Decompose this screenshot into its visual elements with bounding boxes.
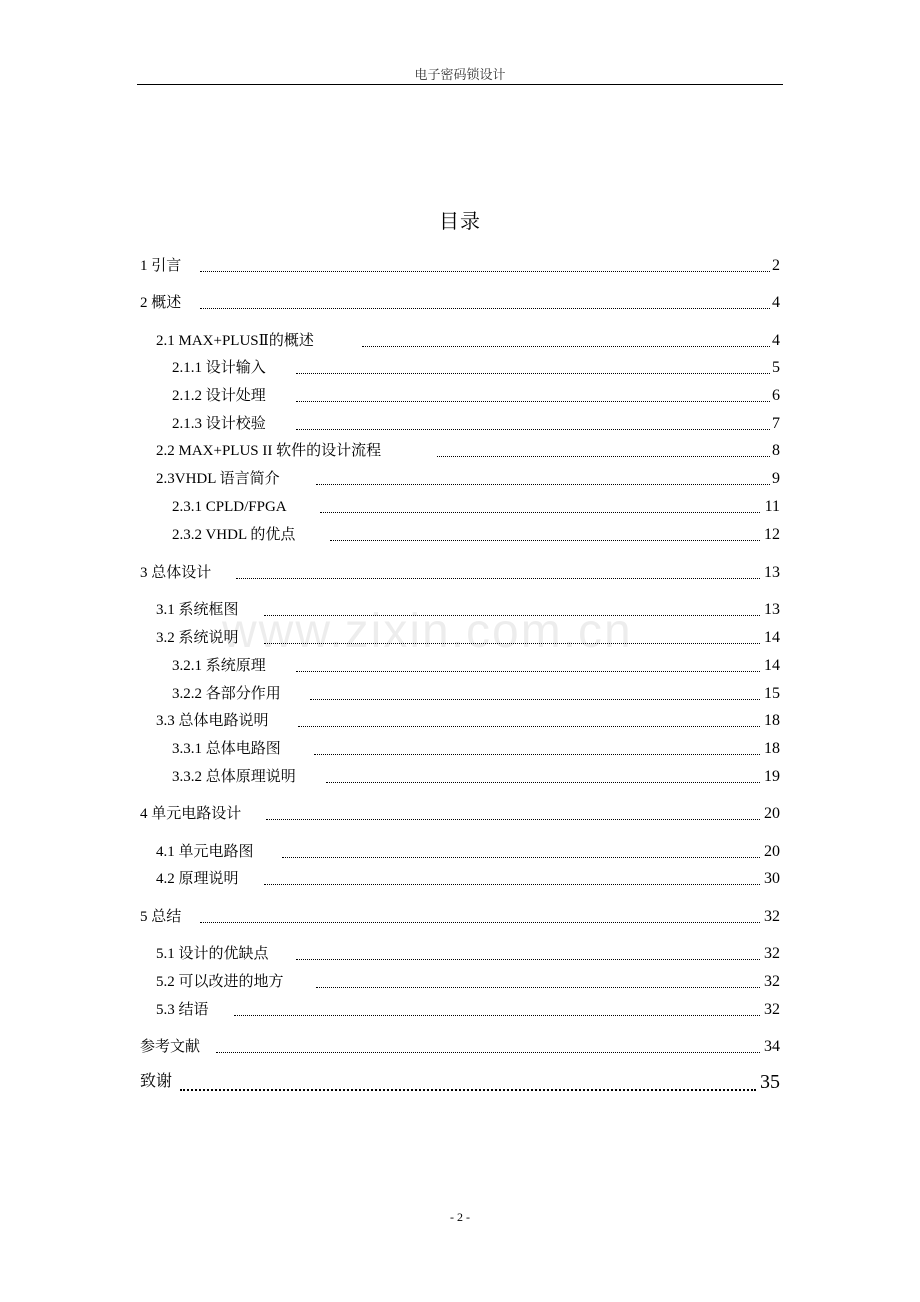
toc-entry-label: 4.2 原理说明	[156, 871, 239, 887]
toc-leader-dots	[200, 271, 770, 272]
toc-entry-page: 20	[764, 843, 780, 860]
toc-entry-label: 5.1 设计的优缺点	[156, 946, 269, 962]
toc-entry[interactable]	[0, 561, 920, 585]
toc-leader-dots	[316, 987, 760, 988]
toc-entry-label: 2.1.3 设计校验	[172, 416, 266, 432]
toc-entry-page: 34	[764, 1038, 780, 1055]
toc-entry[interactable]	[0, 942, 920, 966]
toc-entry[interactable]	[0, 905, 920, 929]
toc-entry[interactable]	[0, 709, 920, 733]
toc-entry-label: 2.1.2 设计处理	[172, 388, 266, 404]
toc-leader-dots	[216, 1052, 760, 1053]
toc-entry-page: 14	[764, 629, 780, 646]
page-number: - 2 -	[450, 1210, 470, 1224]
toc-entry[interactable]	[0, 654, 920, 678]
toc-entry[interactable]	[0, 254, 920, 278]
toc-entry-label: 2.2 MAX+PLUS II 软件的设计流程	[156, 443, 382, 459]
toc-entry-page: 32	[764, 973, 780, 990]
toc-entry-label: 3.3.1 总体电路图	[172, 741, 281, 757]
toc-leader-dots	[298, 726, 760, 727]
toc-entry-label: 致谢	[140, 1073, 173, 1090]
toc-entry[interactable]	[0, 439, 920, 463]
toc-leader-dots	[264, 643, 760, 644]
page-header-title: 电子密码锁设计	[414, 68, 506, 83]
toc-entry-label: 2 概述	[140, 295, 182, 311]
toc-leader-dots	[264, 884, 760, 885]
toc-entry-page: 6	[772, 387, 780, 404]
toc-entry-page: 11	[764, 498, 780, 515]
toc-entry[interactable]	[0, 998, 920, 1022]
toc-leader-dots	[266, 819, 760, 820]
toc-entry[interactable]	[0, 737, 920, 761]
toc-entry[interactable]	[0, 467, 920, 491]
toc-entry-page: 12	[764, 526, 780, 543]
toc-leader-dots	[282, 857, 760, 858]
toc-entry[interactable]	[0, 291, 920, 315]
toc-entry[interactable]	[0, 412, 920, 436]
toc-entry-label: 3.3.2 总体原理说明	[172, 769, 296, 785]
toc-entry-page: 4	[772, 332, 780, 349]
toc-entry-page: 32	[764, 945, 780, 962]
toc-entry-label: 3.2.1 系统原理	[172, 658, 266, 674]
toc-entry-label: 5 总结	[140, 909, 182, 925]
toc-entry[interactable]	[0, 802, 920, 826]
toc-leader-dots	[296, 401, 770, 402]
watermark: www.zixin.com.cn	[222, 605, 633, 658]
toc-entry[interactable]	[0, 970, 920, 994]
toc-entry-label: 3 总体设计	[140, 565, 212, 581]
toc-leader-dots	[316, 484, 770, 485]
toc-leader-dots	[310, 699, 760, 700]
toc-entry[interactable]	[0, 384, 920, 408]
toc-entry-page: 35	[760, 1071, 780, 1093]
toc-entry-label: 2.1 MAX+PLUSⅡ的概述	[156, 333, 314, 349]
toc-entry-label: 1 引言	[140, 258, 182, 274]
toc-entry-page: 8	[772, 442, 780, 459]
toc-entry-page: 19	[764, 768, 780, 785]
toc-entry-label: 4.1 单元电路图	[156, 844, 254, 860]
toc-entry-label: 3.1 系统框图	[156, 602, 239, 618]
toc-entry-label: 3.2 系统说明	[156, 630, 239, 646]
toc-leader-dots	[296, 671, 760, 672]
toc-leader-dots	[330, 540, 760, 541]
toc-entry-page: 2	[772, 257, 780, 274]
toc-entry-page: 15	[764, 685, 780, 702]
toc-leader-dots	[234, 1015, 760, 1016]
toc-entry[interactable]	[0, 626, 920, 650]
toc-entry-page: 32	[764, 1001, 780, 1018]
toc-entry-page: 30	[764, 870, 780, 887]
toc-entry-page: 18	[764, 740, 780, 757]
toc-entry-label: 5.3 结语	[156, 1002, 209, 1018]
toc-entry-page: 18	[764, 712, 780, 729]
toc-entry[interactable]	[0, 329, 920, 353]
toc-entry-label: 3.3 总体电路说明	[156, 713, 269, 729]
toc-entry-page: 13	[764, 601, 780, 618]
toc-entry-page: 20	[764, 805, 780, 822]
toc-entry-page: 14	[764, 657, 780, 674]
toc-entry[interactable]	[0, 356, 920, 380]
toc-entry-label: 4 单元电路设计	[140, 806, 242, 822]
toc-entry[interactable]	[0, 598, 920, 622]
toc-leader-dots	[296, 959, 760, 960]
toc-entry-label: 2.3.2 VHDL 的优点	[172, 527, 296, 543]
toc-leader-dots	[200, 308, 770, 309]
toc-title: 目录	[439, 209, 481, 233]
toc-leader-dots	[180, 1089, 756, 1091]
toc-entry[interactable]	[0, 765, 920, 789]
toc-entry[interactable]	[0, 523, 920, 547]
toc-entry[interactable]	[0, 495, 920, 519]
toc-leader-dots	[437, 456, 770, 457]
toc-entry[interactable]	[0, 840, 920, 864]
toc-entry[interactable]	[0, 1035, 920, 1059]
toc-entry[interactable]	[0, 1070, 920, 1094]
toc-leader-dots	[264, 615, 760, 616]
toc-entry-label: 2.3.1 CPLD/FPGA	[172, 499, 287, 515]
toc-entry-page: 9	[772, 470, 780, 487]
toc-entry[interactable]	[0, 682, 920, 706]
toc-entry-page: 5	[772, 359, 780, 376]
toc-entry-label: 参考文献	[140, 1039, 201, 1055]
toc-entry-label: 3.2.2 各部分作用	[172, 686, 281, 702]
toc-leader-dots	[296, 373, 770, 374]
toc-entry-page: 32	[764, 908, 780, 925]
toc-entry-page: 13	[764, 564, 780, 581]
toc-leader-dots	[326, 782, 760, 783]
toc-leader-dots	[362, 346, 770, 347]
toc-leader-dots	[236, 578, 760, 579]
toc-entry-label: 5.2 可以改进的地方	[156, 974, 284, 990]
toc-entry-page: 4	[772, 294, 780, 311]
toc-leader-dots	[320, 512, 760, 513]
toc-entry-page: 7	[772, 415, 780, 432]
toc-leader-dots	[200, 922, 760, 923]
toc-leader-dots	[296, 429, 770, 430]
toc-entry-label: 2.1.1 设计输入	[172, 360, 266, 376]
toc-entry-label: 2.3VHDL 语言简介	[156, 471, 280, 487]
toc-entry[interactable]	[0, 867, 920, 891]
toc-leader-dots	[314, 754, 760, 755]
